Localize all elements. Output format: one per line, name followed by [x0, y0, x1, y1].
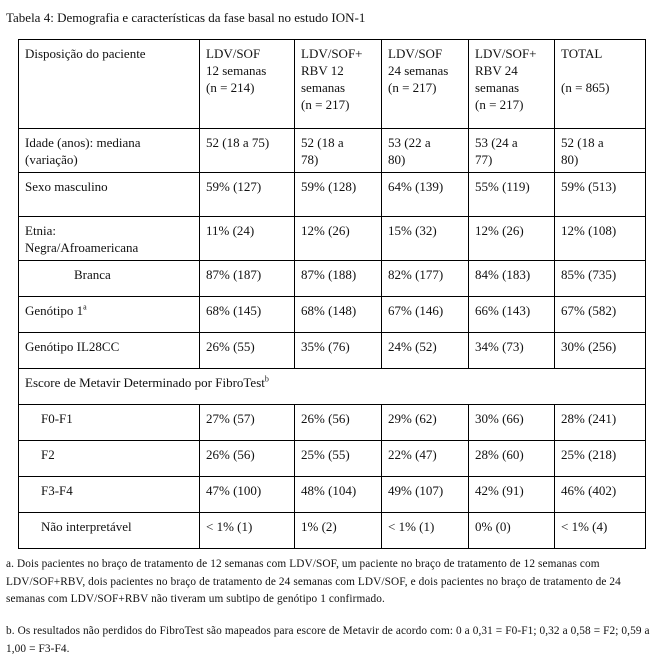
cell-text: 48% (104) — [301, 483, 357, 498]
cell-text: F2 — [41, 447, 55, 462]
cell-text: 82% (177) — [388, 267, 444, 282]
cell-text: 1% (2) — [301, 519, 337, 534]
data-cell — [200, 297, 295, 333]
table-row — [19, 405, 646, 441]
cell-text: Etnia: — [25, 223, 57, 238]
row-label-cell — [19, 129, 200, 173]
table-row — [19, 217, 646, 261]
cell-text: (n = 217) — [475, 97, 524, 112]
data-cell — [469, 297, 555, 333]
data-cell — [469, 261, 555, 297]
cell-text: < 1% (1) — [206, 519, 253, 534]
cell-text: 26% (56) — [206, 447, 255, 462]
data-cell — [295, 129, 382, 173]
cell-text: semanas — [475, 80, 520, 95]
cell-text: 87% (188) — [301, 267, 357, 282]
data-cell — [200, 513, 295, 549]
cell-text: Negra/Afroamericana — [25, 240, 139, 255]
data-cell — [295, 217, 382, 261]
cell-text: 59% (127) — [206, 179, 262, 194]
cell-text: 46% (402) — [561, 483, 617, 498]
data-cell — [382, 129, 469, 173]
cell-text: 35% (76) — [301, 339, 350, 354]
cell-text: 64% (139) — [388, 179, 444, 194]
cell-text: (variação) — [25, 152, 78, 167]
footnote-marker: a — [83, 302, 87, 312]
data-cell — [295, 297, 382, 333]
cell-text: < 1% (4) — [561, 519, 608, 534]
data-cell — [382, 261, 469, 297]
data-cell — [200, 333, 295, 369]
cell-text: Branca — [74, 267, 111, 282]
row-label-cell — [19, 297, 200, 333]
data-cell — [555, 477, 646, 513]
row-label-cell — [19, 441, 200, 477]
cell-text: (n = 217) — [301, 97, 350, 112]
data-cell — [555, 513, 646, 549]
row-label-cell — [19, 173, 200, 217]
table-row — [19, 369, 646, 405]
header-cell-disposition — [19, 40, 200, 129]
data-cell — [469, 405, 555, 441]
cell-text: 59% (128) — [301, 179, 357, 194]
data-cell — [555, 129, 646, 173]
cell-text: LDV/SOF — [388, 46, 443, 61]
cell-text: 28% (60) — [475, 447, 524, 462]
data-cell — [200, 217, 295, 261]
cell-text: 80) — [388, 152, 406, 167]
cell-text: 53 (24 a — [475, 135, 518, 150]
cell-text: 53 (22 a — [388, 135, 431, 150]
cell-text: 15% (32) — [388, 223, 437, 238]
data-cell — [200, 129, 295, 173]
cell-text: 52 (18 a 75) — [206, 135, 270, 150]
cell-text: 42% (91) — [475, 483, 524, 498]
cell-text: Idade (anos): mediana — [25, 135, 141, 150]
cell-text: 52 (18 a — [561, 135, 604, 150]
cell-text: 22% (47) — [388, 447, 437, 462]
row-label-cell — [19, 333, 200, 369]
table-title: Tabela 4: Demografia e características da fase basal no estudo ION-1 — [6, 10, 366, 25]
table-row — [19, 441, 646, 477]
cell-text: LDV/SOF — [206, 46, 261, 61]
data-cell — [555, 173, 646, 217]
row-label-cell — [19, 217, 200, 261]
cell-text: RBV 12 — [301, 63, 344, 78]
data-cell — [200, 261, 295, 297]
cell-text: 59% (513) — [561, 179, 617, 194]
cell-text: 52 (18 a — [301, 135, 344, 150]
table-row — [19, 513, 646, 549]
data-cell — [469, 441, 555, 477]
table-row — [19, 129, 646, 173]
cell-text: 55% (119) — [475, 179, 530, 194]
header-cell-arm — [200, 40, 295, 129]
cell-text: 26% (56) — [301, 411, 350, 426]
cell-text: RBV 24 — [475, 63, 518, 78]
table-row — [19, 297, 646, 333]
cell-text: LDV/SOF+ — [475, 46, 537, 61]
cell-text: Não interpretável — [41, 519, 132, 534]
cell-text: F0-F1 — [41, 411, 73, 426]
footnote-b: b. Os resultados não perdidos do FibroTest são mapeados para escore de Metavir de acordo com: 0 a 0,31 = F0-F1; 0,32 a 0,58 = F2; 0,59 a 1,00 = F3-F4. — [6, 625, 650, 655]
cell-text: 24 semanas — [388, 63, 449, 78]
data-cell — [555, 405, 646, 441]
cell-text: (n = 865) — [561, 80, 610, 95]
data-cell — [555, 217, 646, 261]
data-cell — [555, 441, 646, 477]
cell-text: 12 semanas — [206, 63, 267, 78]
data-cell — [295, 441, 382, 477]
footnote-a: a. Dois pacientes no braço de tratamento de 12 semanas com LDV/SOF, um paciente no braço de tratamento de 12 semanas com LDV/SOF+RBV, dois pacientes no braço de tratamento de 24 semanas com LDV/SOF, e dois pacientes no braço de tratamento de 24 semanas com LDV/SOF+RBV não tiveram um subtipo de genótipo 1 confirmado. — [6, 558, 621, 605]
cell-text: 78) — [301, 152, 319, 167]
cell-text: 12% (108) — [561, 223, 617, 238]
header-cell-arm — [555, 40, 646, 129]
data-cell — [469, 513, 555, 549]
data-cell — [295, 405, 382, 441]
row-label-cell — [19, 477, 200, 513]
cell-text: Disposição do paciente — [25, 46, 146, 61]
cell-text: < 1% (1) — [388, 519, 435, 534]
cell-text: 67% (146) — [388, 303, 444, 318]
cell-text: 0% (0) — [475, 519, 511, 534]
cell-text: F3-F4 — [41, 483, 73, 498]
data-cell — [295, 261, 382, 297]
cell-text: TOTAL — [561, 46, 603, 61]
cell-text: 67% (582) — [561, 303, 617, 318]
table-row — [19, 261, 646, 297]
data-cell — [382, 441, 469, 477]
row-label-cell — [19, 261, 200, 297]
cell-text: 27% (57) — [206, 411, 255, 426]
data-cell — [469, 477, 555, 513]
cell-text: Genótipo IL28CC — [25, 339, 120, 354]
data-cell — [200, 441, 295, 477]
data-cell — [469, 173, 555, 217]
data-cell — [382, 217, 469, 261]
baseline-demographics-table — [18, 39, 646, 549]
row-label-cell — [19, 405, 200, 441]
data-cell — [382, 513, 469, 549]
table-row — [19, 333, 646, 369]
data-cell — [295, 477, 382, 513]
data-cell — [382, 297, 469, 333]
row-label-cell — [19, 513, 200, 549]
cell-text: 24% (52) — [388, 339, 437, 354]
cell-text: 66% (143) — [475, 303, 531, 318]
cell-text: 49% (107) — [388, 483, 444, 498]
cell-text: Sexo masculino — [25, 179, 108, 194]
cell-text: semanas — [301, 80, 346, 95]
cell-text: 68% (145) — [206, 303, 262, 318]
data-cell — [555, 333, 646, 369]
cell-text: LDV/SOF+ — [301, 46, 363, 61]
header-cell-arm — [382, 40, 469, 129]
table-row — [19, 477, 646, 513]
data-cell — [555, 261, 646, 297]
cell-text: 30% (256) — [561, 339, 617, 354]
cell-text: 12% (26) — [475, 223, 524, 238]
data-cell — [382, 477, 469, 513]
cell-text: 25% (55) — [301, 447, 350, 462]
cell-text: 30% (66) — [475, 411, 524, 426]
cell-text: (n = 217) — [388, 80, 437, 95]
data-cell — [295, 513, 382, 549]
header-cell-arm — [295, 40, 382, 129]
data-cell — [200, 405, 295, 441]
cell-text: 12% (26) — [301, 223, 350, 238]
section-header-text: Escore de Metavir Determinado por FibroTest — [25, 375, 265, 390]
cell-text: 77) — [475, 152, 493, 167]
data-cell — [295, 173, 382, 217]
table-row — [19, 173, 646, 217]
cell-text: 87% (187) — [206, 267, 262, 282]
section-header-cell — [19, 369, 646, 405]
cell-text: 34% (73) — [475, 339, 524, 354]
cell-text: 84% (183) — [475, 267, 531, 282]
cell-text: (n = 214) — [206, 80, 255, 95]
data-cell — [382, 173, 469, 217]
data-cell — [469, 129, 555, 173]
cell-text: 47% (100) — [206, 483, 262, 498]
row-label-text: Genótipo 1 — [25, 303, 84, 318]
cell-text: 68% (148) — [301, 303, 357, 318]
data-cell — [469, 217, 555, 261]
data-cell — [200, 477, 295, 513]
footnote-marker: b — [264, 374, 269, 384]
cell-text: 11% (24) — [206, 223, 255, 238]
cell-text: 80) — [561, 152, 579, 167]
data-cell — [382, 405, 469, 441]
data-cell — [382, 333, 469, 369]
data-cell — [469, 333, 555, 369]
header-cell-arm — [469, 40, 555, 129]
cell-text: 25% (218) — [561, 447, 617, 462]
cell-text: 28% (241) — [561, 411, 617, 426]
data-cell — [555, 297, 646, 333]
data-cell — [295, 333, 382, 369]
data-cell — [200, 173, 295, 217]
cell-text: 85% (735) — [561, 267, 617, 282]
header-row — [19, 40, 646, 129]
cell-text: 26% (55) — [206, 339, 255, 354]
cell-text: 29% (62) — [388, 411, 437, 426]
